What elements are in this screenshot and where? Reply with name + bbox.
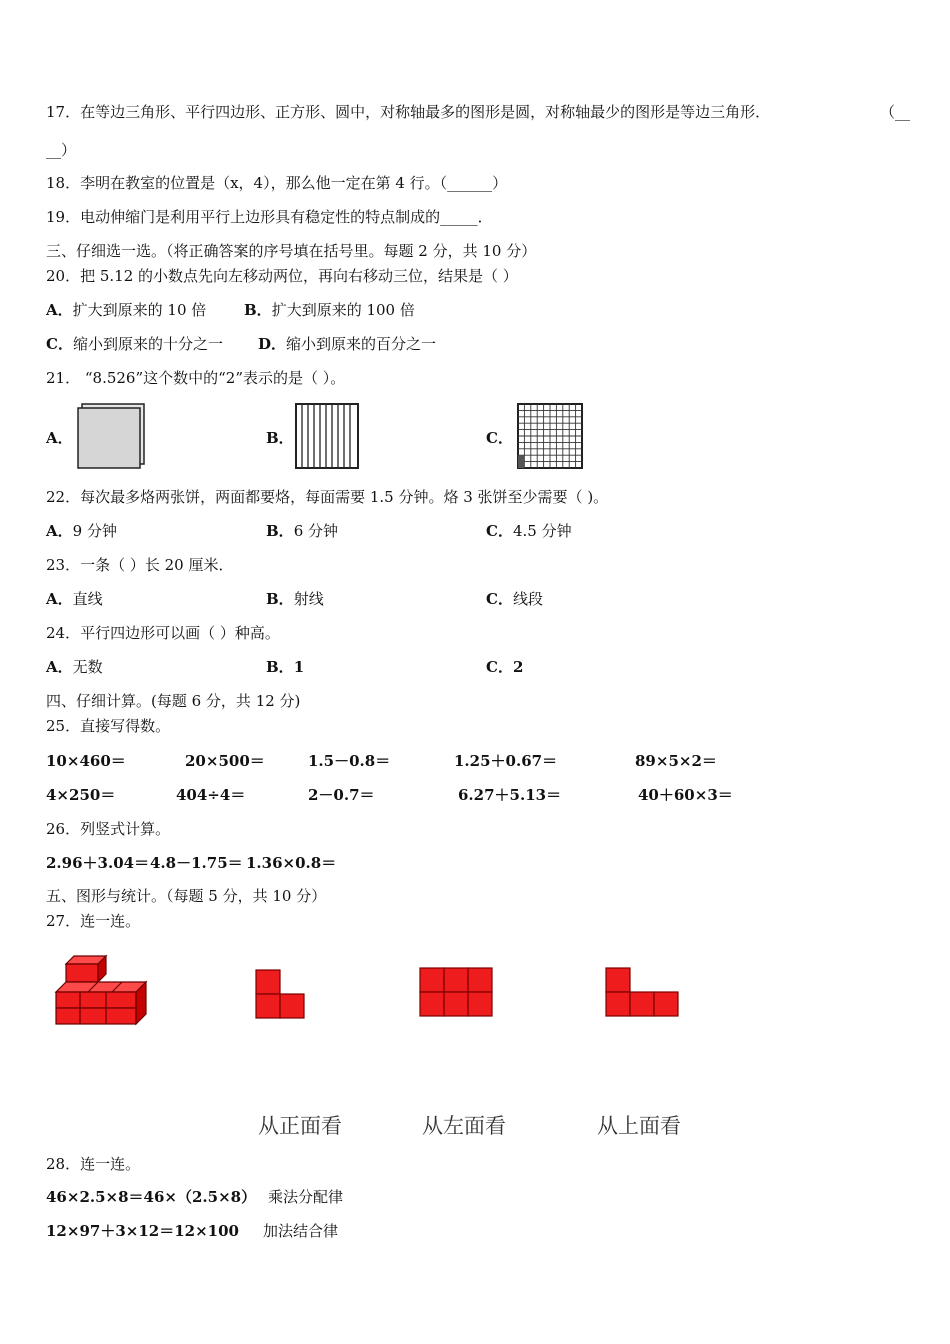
q22-text: 22．每次最多烙两张饼，两面都要烙，每面需要 1.5 分钟。烙 3 张饼至少需要（ )。 (46, 488, 609, 506)
q23-c-label: C． (486, 590, 513, 608)
q23-a-label: A． (46, 590, 73, 608)
q26-text: 26．列竖式计算。 (46, 820, 171, 838)
q20-text: 20．把 5.12 的小数点先向左移动两位，再向右移动三位，结果是（ ） (46, 267, 518, 285)
q23-option-b (266, 589, 324, 609)
q17-blank-open: （__ (880, 103, 911, 121)
q21-a-image (76, 402, 148, 470)
q20-c-text: 缩小到原来的十分之一 (72, 335, 223, 353)
q23-option-a (46, 589, 103, 609)
q28-row1-left: 46×2.5×8＝46×（2.5×8） (46, 1188, 257, 1206)
q22-b-text: 6 分钟 (293, 522, 338, 540)
q25-r1-c5: 89×5×2＝ (635, 752, 717, 770)
q23-text: 23．一条（ ）长 20 厘米． (46, 556, 234, 574)
q21-c-image (516, 402, 586, 470)
q22-option-c (486, 521, 572, 541)
q24-option-c (486, 657, 523, 677)
q20-option-a (46, 300, 206, 320)
q27-view-shape-2 (418, 966, 496, 1018)
q27-cube-figure (50, 952, 152, 1028)
q24-b-text: 1 (293, 658, 305, 676)
q27-view-label-front: 从正面看 (258, 1114, 342, 1138)
q23-option-c (486, 589, 543, 609)
q20-d-text: 缩小到原来的百分之一 (286, 335, 437, 353)
q26-item-2: 4.8－1.75＝ (150, 854, 243, 872)
q26-item-1: 2.96＋3.04＝ (46, 854, 150, 872)
q25-r2-c3: 2－0.7＝ (308, 786, 375, 804)
q21-a-label: A． (46, 429, 73, 447)
q28-row1-right: 乘法分配律 (268, 1188, 344, 1206)
section-4-heading: 四、仔细计算。(每题 6 分，共 12 分) (46, 692, 301, 710)
q27-view-label-top: 从上面看 (597, 1114, 681, 1138)
section-5-heading: 五、图形与统计。（每题 5 分，共 10 分） (46, 887, 327, 905)
q25-text: 25．直接写得数。 (46, 717, 171, 735)
q26-item-3: 1.36×0.8＝ (246, 854, 337, 872)
q27-text: 27．连一连。 (46, 912, 141, 930)
q25-r1-c1: 10×460＝ (46, 752, 126, 770)
q20-option-c (46, 334, 223, 354)
q23-b-text: 射线 (293, 590, 324, 608)
q24-text: 24．平行四边形可以画（ ）种高。 (46, 624, 280, 642)
q24-a-label: A． (46, 658, 73, 676)
q23-c-text: 线段 (512, 590, 543, 608)
q25-r1-c3: 1.5－0.8＝ (308, 752, 391, 770)
q17-text: 17．在等边三角形、平行四边形、正方形、圆中，对称轴最多的图形是圆，对称轴最少的图形是等边三角形． (46, 103, 771, 121)
q25-r2-c4: 6.27＋5.13＝ (458, 786, 562, 804)
q20-option-d (258, 334, 436, 354)
q24-option-a (46, 657, 103, 677)
q21-b-label: B． (266, 429, 294, 447)
q19-text: 19．电动伸缩门是利用平行上边形具有稳定性的特点制成的_____． (46, 208, 493, 226)
q24-c-text: 2 (512, 658, 524, 676)
q21-b-image (294, 402, 360, 470)
q20-b-label: B． (244, 301, 272, 319)
section-3-heading: 三、仔细选一选。（将正确答案的序号填在括号里。每题 2 分，共 10 分） (46, 242, 537, 260)
q17-blank-close: __） (46, 141, 77, 159)
q20-b-text: 扩大到原来的 100 倍 (271, 301, 415, 319)
q22-b-label: B． (266, 522, 294, 540)
q23-b-label: B． (266, 590, 294, 608)
q22-a-label: A． (46, 522, 73, 540)
q21-c-label: C． (486, 429, 513, 447)
q22-c-text: 4.5 分钟 (512, 522, 572, 540)
q24-c-label: C． (486, 658, 513, 676)
q22-option-b (266, 521, 338, 541)
q23-a-text: 直线 (72, 590, 103, 608)
q25-r1-c2: 20×500＝ (185, 752, 265, 770)
q20-a-text: 扩大到原来的 10 倍 (72, 301, 207, 319)
q20-option-b (244, 300, 415, 320)
q28-text: 28．连一连。 (46, 1155, 141, 1173)
q22-option-a (46, 521, 117, 541)
q24-b-label: B． (266, 658, 294, 676)
q28-row2-right: 加法结合律 (263, 1222, 339, 1240)
q25-r2-c1: 4×250＝ (46, 786, 116, 804)
q20-a-label: A． (46, 301, 73, 319)
q25-r1-c4: 1.25＋0.67＝ (454, 752, 558, 770)
q25-r2-c2: 404÷4＝ (176, 786, 246, 804)
q20-c-label: C． (46, 335, 73, 353)
q22-c-label: C． (486, 522, 513, 540)
q22-a-text: 9 分钟 (72, 522, 117, 540)
q27-view-label-left: 从左面看 (422, 1114, 506, 1138)
q27-view-shape-3 (604, 966, 682, 1018)
q21-text: 21． “8.526”这个数中的“2”表示的是（ ）。 (46, 369, 346, 387)
q20-d-label: D． (258, 335, 287, 353)
q24-a-text: 无数 (72, 658, 103, 676)
q27-view-shape-1 (254, 968, 306, 1020)
q28-row2-left: 12×97＋3×12＝12×100 (46, 1222, 239, 1240)
q18-text: 18．李明在教室的位置是（x，4），那么他一定在第 4 行。（______） (46, 174, 508, 192)
q24-option-b (266, 657, 304, 677)
q25-r2-c5: 40＋60×3＝ (638, 786, 733, 804)
